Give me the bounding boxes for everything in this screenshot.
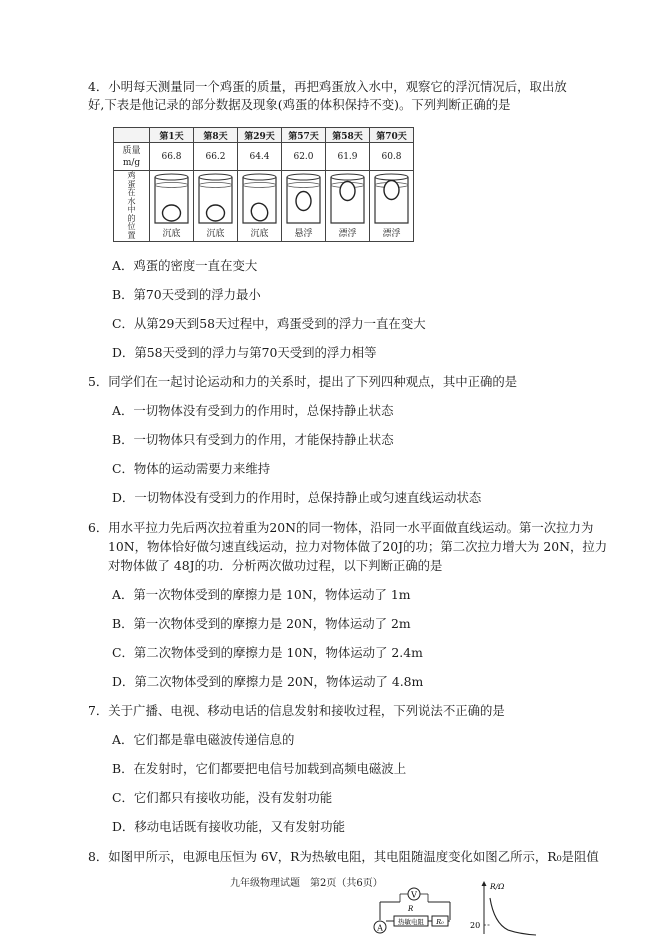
egg-data-table (113, 127, 414, 242)
svg-text:V: V (411, 890, 417, 900)
beaker-float-illustration (326, 171, 369, 227)
state-label: 悬浮 (294, 229, 313, 239)
q6-option-d[interactable]: D．第二次物体受到的摩擦力是 20N，物体运动了 4.8m (112, 674, 424, 689)
state-label: 漂浮 (382, 229, 401, 239)
q4-option-c[interactable]: C．从第29天到58天过程中，鸡蛋受到的浮力一直在变大 (112, 316, 426, 331)
day-header: 第8天 (194, 128, 238, 143)
q5-option-c[interactable]: C．物体的运动需要力来维持 (112, 461, 271, 476)
state-label: 沉底 (206, 229, 225, 239)
day-header: 第29天 (238, 128, 282, 143)
q4-option-d[interactable]: D．第58天受到的浮力与第70天受到的浮力相等 (112, 345, 377, 360)
table-header-row (114, 128, 414, 143)
page-footer: 九年级物理试题 第2页（共6页） (230, 878, 383, 889)
state-label: 沉底 (250, 229, 269, 239)
position-row-label: 鸡 蛋 在 水 中 的 位 置 (114, 171, 150, 242)
q6-option-a[interactable]: A．第一次物体受到的摩擦力是 10N，物体运动了 1m (112, 587, 411, 602)
state-label: 漂浮 (338, 229, 357, 239)
svg-text:R₀: R₀ (436, 918, 444, 926)
mass-row-label: 质量 m/g (114, 143, 150, 171)
mass-value: 61.9 (326, 143, 370, 171)
circuit-diagram (368, 880, 464, 936)
day-header: 第57天 (282, 128, 326, 143)
beaker-cell (150, 171, 194, 242)
svg-text:20: 20 (470, 921, 481, 930)
beaker-cell (238, 171, 282, 242)
beaker-cell (194, 171, 238, 242)
q7-option-a[interactable]: A．它们都是靠电磁波传递信息的 (112, 732, 295, 747)
beaker-sink-illustration (150, 171, 193, 227)
q5-option-a[interactable]: A．一切物体没有受到力的作用时，总保持静止状态 (112, 403, 394, 418)
svg-text:R/Ω: R/Ω (490, 882, 505, 891)
beaker-cell (370, 171, 414, 242)
mass-value: 60.8 (370, 143, 414, 171)
q7-option-d[interactable]: D．移动电话既有接收功能，又有发射功能 (112, 819, 345, 834)
q6-option-b[interactable]: B．第一次物体受到的摩擦力是 20N，物体运动了 2m (112, 616, 411, 631)
beaker-cell (282, 171, 326, 242)
mass-value: 64.4 (238, 143, 282, 171)
beaker-cell (326, 171, 370, 242)
q5-option-b[interactable]: B．一切物体只有受到力的作用，才能保持静止状态 (112, 432, 394, 447)
q7-option-b[interactable]: B．在发射时，它们都要把电信号加载到高频电磁波上 (112, 761, 407, 776)
beaker-sink-illustration (194, 171, 237, 227)
beaker-sink-illustration (238, 171, 281, 227)
beaker-suspend-illustration (282, 171, 325, 227)
question-6-line-2: 10N，物体恰好做匀速直线运动，拉力对物体做了20J的功；第二次拉力增大为 20N，拉力 (108, 539, 608, 554)
state-label: 沉底 (162, 229, 181, 239)
question-5-stem: 5．同学们在一起讨论运动和力的关系时，提出了下列四种观点，其中正确的是 (88, 374, 518, 389)
beaker-float-illustration (370, 171, 413, 227)
q6-option-c[interactable]: C．第二次物体受到的摩擦力是 10N，物体运动了 2.4m (112, 645, 423, 660)
question-4-stem: 4．小明每天测量同一个鸡蛋的质量，再把鸡蛋放入水中，观察它的浮沉情况后，取出放好,下表是他记录的部分数据及现象(鸡蛋的体积保持不变)。下列判断正确的是 (88, 79, 567, 112)
svg-text:A: A (377, 923, 383, 933)
question-6-line-1: 6．用水平拉力先后两次拉着重为20N的同一物体，沿同一水平面做直线运动。第一次拉力为 (88, 520, 594, 535)
mass-value: 66.8 (150, 143, 194, 171)
position-row (114, 171, 414, 242)
resistance-temperature-graph (470, 878, 540, 936)
day-header: 第70天 (370, 128, 414, 143)
svg-text:R: R (408, 905, 414, 913)
mass-row (114, 143, 414, 171)
mass-value: 66.2 (194, 143, 238, 171)
day-header: 第1天 (150, 128, 194, 143)
q5-option-d[interactable]: D．一切物体没有受到力的作用时，总保持静止或匀速直线运动状态 (112, 490, 482, 505)
day-header: 第58天 (326, 128, 370, 143)
table-corner-cell (114, 128, 150, 143)
svg-text:热敏电阻: 热敏电阻 (398, 918, 424, 926)
question-7-stem: 7．关于广播、电视、移动电话的信息发射和接收过程，下列说法不正确的是 (88, 703, 505, 718)
question-8-stem: 8．如图甲所示，电源电压恒为 6V，R为热敏电阻，其电阻随温度变化如图乙所示，R₀是阻值 (88, 849, 599, 864)
mass-value: 62.0 (282, 143, 326, 171)
q4-option-a[interactable]: A．鸡蛋的密度一直在变大 (112, 258, 258, 273)
question-6-line-3: 对物体做了 48J的功．分析两次做功过程，以下判断正确的是 (108, 558, 443, 573)
q7-option-c[interactable]: C．它们都只有接收功能，没有发射功能 (112, 790, 333, 805)
q4-option-b[interactable]: B．第70天受到的浮力最小 (112, 287, 261, 302)
